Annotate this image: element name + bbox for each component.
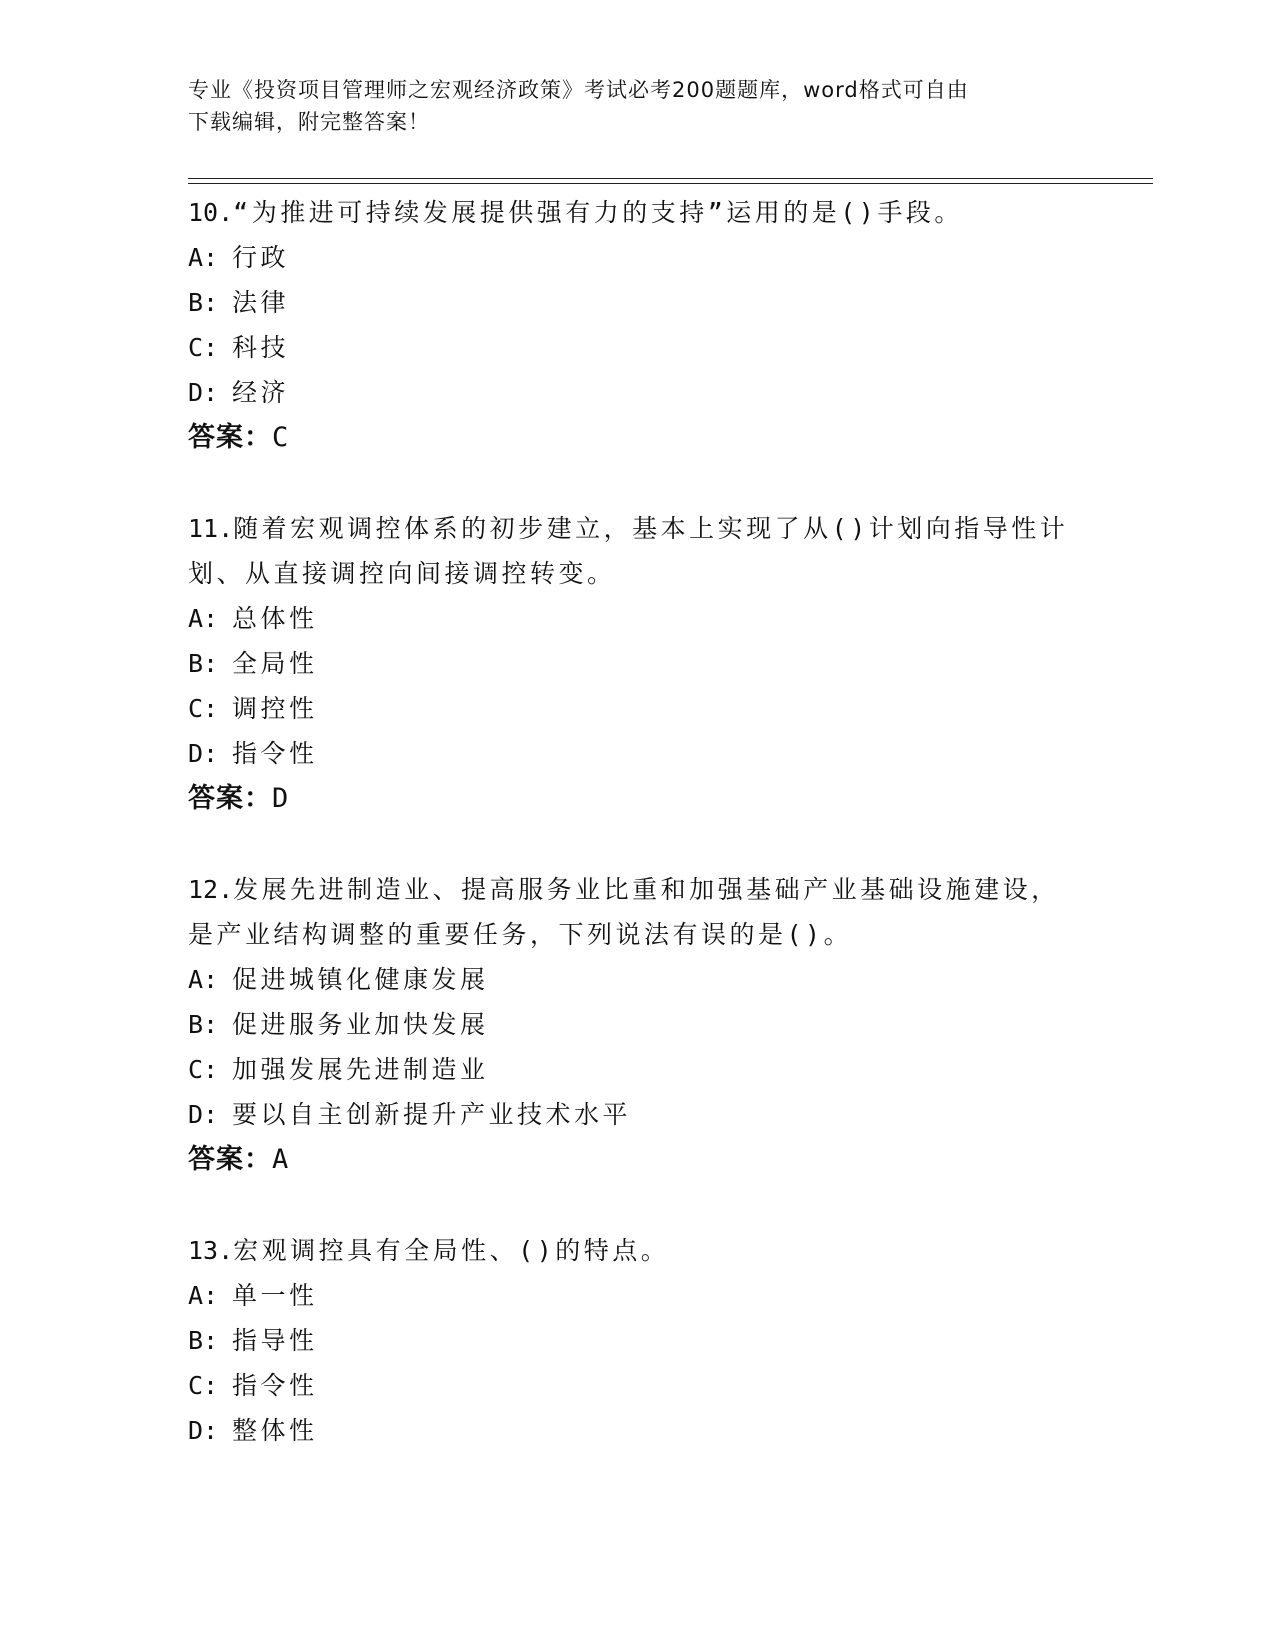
- question-stem: [188, 506, 1088, 596]
- option-key: B:: [188, 649, 219, 678]
- option-text: 加强发展先进制造业: [232, 1055, 489, 1084]
- question-number: 11.: [188, 514, 234, 543]
- option-text: 总体性: [232, 604, 318, 633]
- option-text: 整体性: [232, 1416, 318, 1445]
- answer-line: [188, 415, 1088, 461]
- option-b: [188, 1318, 1088, 1363]
- option-a: [188, 235, 1088, 280]
- option-text: 行政: [232, 243, 290, 272]
- option-b: [188, 280, 1088, 325]
- question-11: [188, 506, 1088, 822]
- option-text: 全局性: [232, 649, 318, 678]
- question-stem-line-1: 发展先进制造业、提高服务业比重和加强基础产业基础设施建设，: [233, 875, 1060, 904]
- question-number: 10.: [188, 198, 234, 227]
- question-10: [188, 190, 1088, 461]
- question-stem-line-1: 随着宏观调控体系的初步建立，基本上实现了从()计划向指导性计: [233, 514, 1069, 543]
- question-stem-line-2: 划、从直接调控向间接调控转变。: [188, 559, 616, 588]
- option-key: A:: [188, 965, 219, 994]
- option-d: [188, 1408, 1088, 1453]
- answer-label: 答案：: [188, 1144, 272, 1175]
- option-d: [188, 1092, 1088, 1137]
- option-a: [188, 1273, 1088, 1318]
- option-text: 法律: [232, 288, 290, 317]
- option-a: [188, 596, 1088, 641]
- option-key: C:: [188, 333, 219, 362]
- answer-value: A: [272, 1144, 290, 1175]
- option-key: D:: [188, 1416, 219, 1445]
- option-b: [188, 641, 1088, 686]
- answer-label: 答案：: [188, 422, 272, 453]
- question-number: 12.: [188, 875, 234, 904]
- question-number: 13.: [188, 1236, 234, 1265]
- header-line-1: 专业《投资项目管理师之宏观经济政策》考试必考200题题库，word格式可自由: [188, 78, 969, 102]
- question-stem: [188, 1228, 1088, 1273]
- option-c: [188, 1047, 1088, 1092]
- header-line-2: 下载编辑，附完整答案！: [188, 110, 430, 134]
- option-text: 单一性: [232, 1281, 318, 1310]
- option-d: [188, 731, 1088, 776]
- header-divider-bottom: [188, 183, 1153, 184]
- option-key: C:: [188, 694, 219, 723]
- option-text: 指令性: [232, 1371, 318, 1400]
- question-stem-line-1: “为推进可持续发展提供强有力的支持”运用的是()手段。: [233, 198, 963, 227]
- document-header: [188, 74, 1068, 138]
- option-text: 促进城镇化健康发展: [232, 965, 489, 994]
- option-key: D:: [188, 739, 219, 768]
- option-key: C:: [188, 1371, 219, 1400]
- option-b: [188, 1002, 1088, 1047]
- option-text: 科技: [232, 333, 290, 362]
- answer-line: [188, 1137, 1088, 1183]
- option-key: B:: [188, 1326, 219, 1355]
- answer-label: 答案：: [188, 783, 272, 814]
- option-text: 指导性: [232, 1326, 318, 1355]
- option-text: 指令性: [232, 739, 318, 768]
- header-divider-top: [188, 178, 1153, 179]
- answer-value: C: [272, 422, 290, 453]
- option-key: A:: [188, 243, 219, 272]
- option-key: B:: [188, 1010, 219, 1039]
- option-key: D:: [188, 378, 219, 407]
- option-text: 促进服务业加快发展: [232, 1010, 489, 1039]
- question-stem: [188, 190, 1088, 235]
- question-13: [188, 1228, 1088, 1453]
- option-a: [188, 957, 1088, 1002]
- option-key: C:: [188, 1055, 219, 1084]
- option-key: A:: [188, 604, 219, 633]
- option-c: [188, 1363, 1088, 1408]
- option-key: A:: [188, 1281, 219, 1310]
- option-text: 要以自主创新提升产业技术水平: [232, 1100, 632, 1129]
- option-text: 经济: [232, 378, 290, 407]
- option-d: [188, 370, 1088, 415]
- option-c: [188, 325, 1088, 370]
- answer-value: D: [272, 783, 290, 814]
- question-list: [188, 190, 1088, 1498]
- answer-line: [188, 776, 1088, 822]
- option-key: B:: [188, 288, 219, 317]
- option-key: D:: [188, 1100, 219, 1129]
- option-c: [188, 686, 1088, 731]
- question-stem-line-2: 是产业结构调整的重要任务，下列说法有误的是()。: [188, 920, 853, 949]
- question-stem-line-1: 宏观调控具有全局性、()的特点。: [233, 1236, 670, 1265]
- question-12: [188, 867, 1088, 1183]
- option-text: 调控性: [232, 694, 318, 723]
- question-stem: [188, 867, 1088, 957]
